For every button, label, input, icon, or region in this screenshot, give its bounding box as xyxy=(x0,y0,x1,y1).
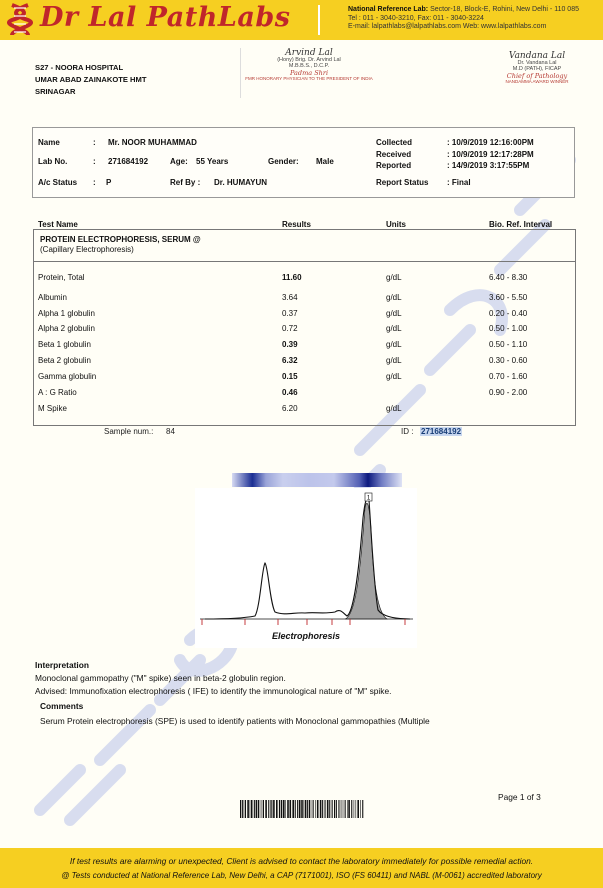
test-name-cell: M Spike xyxy=(38,404,67,413)
ref-interval-cell: 0.20 - 0.40 xyxy=(489,309,528,318)
unit-cell: g/dL xyxy=(386,404,402,413)
signature-divider xyxy=(240,48,241,98)
sig1-degrees: M.B.B.S., D.C.P. xyxy=(288,63,330,69)
gender-label: Gender: xyxy=(268,157,299,166)
unit-cell: g/dL xyxy=(386,340,402,349)
reported-value: : 14/9/2019 3:17:55PM xyxy=(447,161,530,170)
section-subtitle: (Capillary Electrophoresis) xyxy=(40,245,134,254)
test-name-cell: Beta 2 globulin xyxy=(38,356,91,365)
signature-2: Vandana Lal xyxy=(508,51,566,61)
ref-interval-cell: 0.50 - 1.00 xyxy=(489,324,528,333)
header-results: Results xyxy=(282,220,311,229)
sample-number: 84 xyxy=(166,427,175,436)
reference-lab-info xyxy=(348,6,579,32)
reported-label: Reported xyxy=(376,161,412,170)
test-name-cell: Albumin xyxy=(38,293,67,302)
result-cell: 11.60 xyxy=(282,273,302,282)
collected-label: Collected xyxy=(376,138,413,147)
table-row xyxy=(38,324,568,336)
report-status-value: : Final xyxy=(447,178,471,187)
test-name-cell: Alpha 1 globulin xyxy=(38,309,95,318)
ref-interval-cell: 0.70 - 1.60 xyxy=(489,372,528,381)
brand-logo: Dr Lal PathLabs xyxy=(40,2,291,33)
table-row xyxy=(38,293,568,305)
result-cell: 6.20 xyxy=(282,404,298,413)
peak-marker: 1 xyxy=(366,495,371,502)
interpretation-line1: Monoclonal gammopathy ("M" spike) seen in beta-2 globulin region. xyxy=(35,673,286,683)
labno-sep: : xyxy=(93,157,96,166)
table-row xyxy=(38,309,568,321)
table-row xyxy=(38,404,568,416)
test-name-cell: Gamma globulin xyxy=(38,372,97,381)
ref-interval-cell: 0.30 - 0.60 xyxy=(489,356,528,365)
header-units: Units xyxy=(386,220,406,229)
ref-lab-address: Sector-18, Block-E, Rohini, New Delhi - 110 085 xyxy=(430,6,579,13)
sample-label: Sample num.: xyxy=(104,427,154,436)
signature-block-1 xyxy=(244,50,374,83)
sig2-degrees: M.D (PATH), FICAP xyxy=(512,66,562,72)
name-label: Name xyxy=(38,138,60,147)
acstatus-value: P xyxy=(106,178,112,187)
hospital-line3: SRINAGAR xyxy=(35,87,76,96)
age-value: 55 Years xyxy=(196,157,229,166)
signature-1: Arvind Lal xyxy=(285,48,333,58)
header-divider xyxy=(318,5,320,35)
sig2-note: NANDAMMA AWARD WINNER xyxy=(505,79,569,84)
test-name-cell: Alpha 2 globulin xyxy=(38,324,95,333)
result-cell: 0.37 xyxy=(282,309,298,318)
result-cell: 0.15 xyxy=(282,372,298,381)
hospital-line1: S27 - NOORA HOSPITAL xyxy=(35,63,124,72)
header-test-name: Test Name xyxy=(38,220,78,229)
signature-block-2 xyxy=(493,53,581,86)
age-label: Age: xyxy=(170,157,188,166)
collected-value: : 10/9/2019 12:16:00PM xyxy=(447,138,534,147)
dna-helix-logo-icon xyxy=(6,3,34,37)
table-row xyxy=(38,273,568,285)
unit-cell: g/dL xyxy=(386,356,402,365)
result-cell: 0.39 xyxy=(282,340,298,349)
ref-interval-cell: 3.60 - 5.50 xyxy=(489,293,528,302)
ref-lab-email: E-mail: lalpathlabs@lalpathlabs.com Web: www.lalpathlabs.com xyxy=(348,23,547,30)
table-row xyxy=(38,388,568,400)
ref-lab-title: National Reference Lab: xyxy=(348,6,429,13)
table-row xyxy=(38,372,568,384)
section-title: PROTEIN ELECTROPHORESIS, SERUM @ xyxy=(40,235,201,244)
refby-value: Dr. HUMAYUN xyxy=(214,178,268,187)
electrophoresis-curve xyxy=(195,488,417,648)
interpretation-line2: Advised: Immunofixation electrophoresis ( IFE) to identify the immunological nature of "M" spike. xyxy=(35,686,392,696)
test-name-cell: Protein, Total xyxy=(38,273,85,282)
hospital-address xyxy=(35,62,147,98)
patient-name: Mr. NOOR MUHAMMAD xyxy=(108,138,197,147)
id-label: ID : xyxy=(401,427,414,436)
acstatus-label: A/c Status xyxy=(38,178,78,187)
ref-interval-cell: 0.50 - 1.10 xyxy=(489,340,528,349)
comments-title: Comments xyxy=(40,701,84,711)
sig1-award: Padma Shri xyxy=(289,68,329,77)
gel-band-strip xyxy=(232,473,402,487)
unit-cell: g/dL xyxy=(386,372,402,381)
sig1-name: (Hony) Brig. Dr. Arvind Lal xyxy=(277,56,341,63)
table-row xyxy=(38,340,568,352)
hospital-line2: UMAR ABAD ZAINAKOTE HMT xyxy=(35,75,147,84)
result-cell: 0.72 xyxy=(282,324,298,333)
header-ref-interval: Bio. Ref. Interval xyxy=(489,220,553,229)
page-number: Page 1 of 3 xyxy=(498,792,541,802)
result-cell: 0.46 xyxy=(282,388,298,397)
name-sep: : xyxy=(93,138,96,147)
test-name-cell: A : G Ratio xyxy=(38,388,77,397)
result-cell: 3.64 xyxy=(282,293,298,302)
ref-lab-tel: Tel : 011 - 3040-3210, Fax: 011 - 3040-3224 xyxy=(348,14,484,22)
gender-value: Male xyxy=(316,157,334,166)
received-value: : 10/9/2019 12:17:28PM xyxy=(447,150,534,159)
result-cell: 6.32 xyxy=(282,356,298,365)
unit-cell: g/dL xyxy=(386,273,402,282)
unit-cell: g/dL xyxy=(386,309,402,318)
acstatus-sep: : xyxy=(93,178,96,187)
footer-accreditation: @ Tests conducted at National Reference Lab, New Delhi, a CAP (7171001), ISO (FS 60411) and NABL (M-0061) accredited laboratory xyxy=(61,871,542,880)
test-name-cell: Beta 1 globulin xyxy=(38,340,91,349)
barcode xyxy=(240,800,366,818)
lab-number: 271684192 xyxy=(108,157,149,166)
labno-label: Lab No. xyxy=(38,157,68,166)
sig1-note: FMR HONORARY PHYSICIAN TO THE PRESIDENT OF INDIA xyxy=(245,76,373,81)
comments-text: Serum Protein electrophoresis (SPE) is used to identify patients with Monoclonal gammopathies (Multiple xyxy=(40,716,430,726)
unit-cell: g/dL xyxy=(386,293,402,302)
unit-cell: g/dL xyxy=(386,324,402,333)
electrophoresis-caption: Electrophoresis xyxy=(272,631,341,641)
sig2-title: Chief of Pathology xyxy=(506,71,568,80)
footer-notice: If test results are alarming or unexpected, Client is advised to contact the laboratory immediately for possible remedial action. xyxy=(69,856,534,866)
interpretation-title: Interpretation xyxy=(35,660,89,670)
report-status-label: Report Status xyxy=(376,178,429,187)
table-divider xyxy=(33,261,575,262)
ref-interval-cell: 0.90 - 2.00 xyxy=(489,388,528,397)
sample-id: 271684192 xyxy=(421,427,462,436)
ref-interval-cell: 6.40 - 8.30 xyxy=(489,273,528,282)
footer-band xyxy=(0,848,603,888)
received-label: Received xyxy=(376,150,412,159)
sig2-name: Dr. Vandana Lal xyxy=(517,59,557,66)
refby-label: Ref By : xyxy=(170,178,201,187)
table-row xyxy=(38,356,568,368)
